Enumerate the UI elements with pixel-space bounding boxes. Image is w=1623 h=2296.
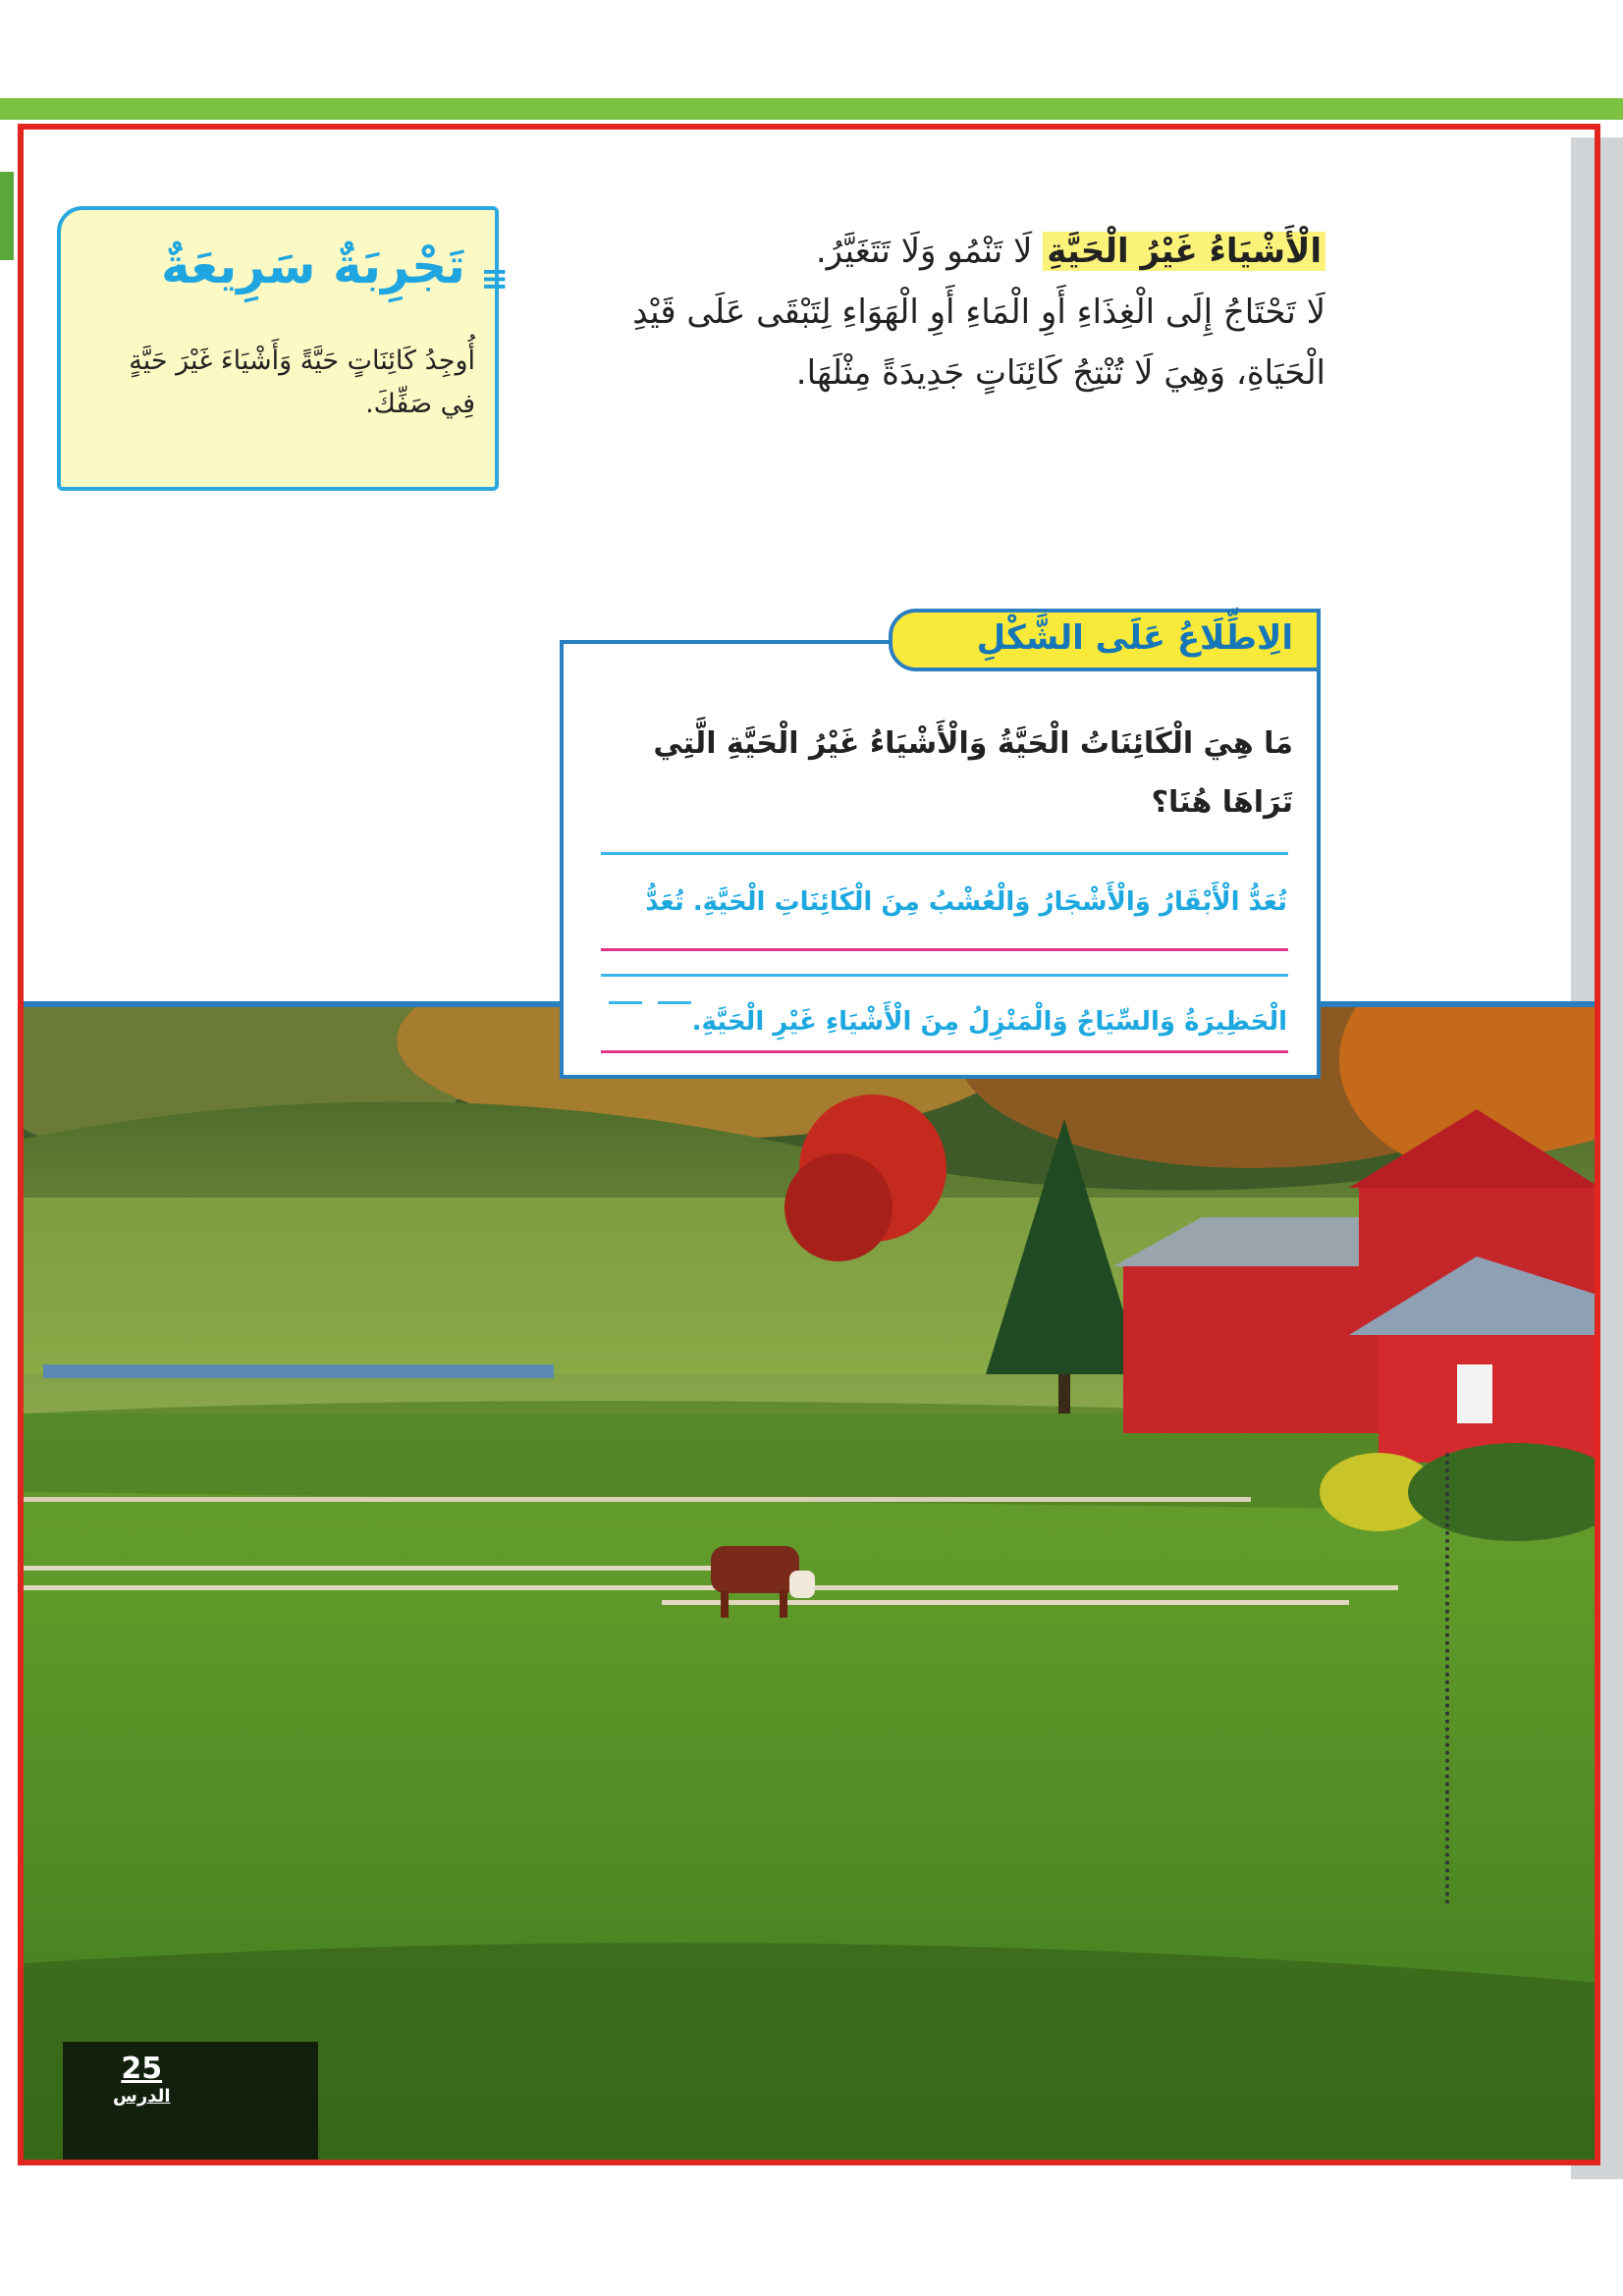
definition-line [550, 221, 1325, 282]
answer-line-blue-2 [601, 974, 1288, 977]
dash-mark [658, 1001, 691, 1004]
look-question: مَا هِيَ الْكَائِنَاتُ الْحَيَّةُ وَالْأَشْيَاءُ غَيْرُ الْحَيَّةِ الَّتِي تَرَاهَا هُنَا؟ [653, 726, 1293, 820]
definition-rest: لَا تَنْمُو وَلَا تَتَغَيَّرُ. [815, 232, 1044, 271]
look-at-picture-title: الِاطِّلَاعُ عَلَى الشَّكْلِ [976, 618, 1293, 658]
dash-mark [609, 1001, 642, 1004]
answer-line-2: الْحَظِيرَةُ وَالسِّيَاجُ وَالْمَنْزِلُ مِنَ الْأَشْيَاءِ غَيْرِ الْحَيَّةِ. [691, 1007, 1287, 1037]
answer-line-pink-1 [601, 948, 1288, 951]
stripes-icon: ≡ [480, 259, 509, 298]
answer-line-blue-1 [601, 852, 1288, 855]
answer-line-pink-2 [601, 1050, 1288, 1053]
page-number-value: 25 [121, 2052, 163, 2086]
quick-experiment-title: تَجْرِبَةٌ سَرِيعَةٌ [160, 238, 465, 294]
quick-experiment-box [57, 206, 509, 491]
top-green-band [0, 98, 1623, 120]
look-at-picture-tab [889, 609, 1321, 671]
answer-line-1: تُعَدُّ الْأَبْقَارُ وَالْأَشْجَارُ وَالْعُشْبُ مِنَ الْكَائِنَاتِ الْحَيَّةِ. تُعَدُّ [645, 887, 1287, 917]
look-at-picture-box [560, 640, 1321, 1079]
quick-experiment-text: أُوجِدُ كَائِنَاتٍ حَيَّةً وَأَشْيَاءَ غَيْرَ حَيَّةٍ فِي صَفِّكَ. [129, 346, 475, 419]
highlighted-term: الْأَشْيَاءُ غَيْرُ الْحَيَّةِ [1043, 232, 1325, 271]
left-green-tab [0, 172, 14, 260]
page-number-label: الدرس [113, 2086, 171, 2107]
main-paragraph [550, 221, 1325, 403]
definition-paragraph: لَا تَحْتَاجُ إِلَى الْغِذَاءِ أَوِ الْمَاءِ أَوِ الْهَوَاءِ لِتَبْقَى عَلَى قَيْدِ الْحَيَاةِ، وَهِيَ لَا تُنْتِجُ كَائِنَاتٍ جَدِيدَةً مِثْلَهَا. [632, 293, 1325, 393]
page-number [113, 2052, 171, 2107]
